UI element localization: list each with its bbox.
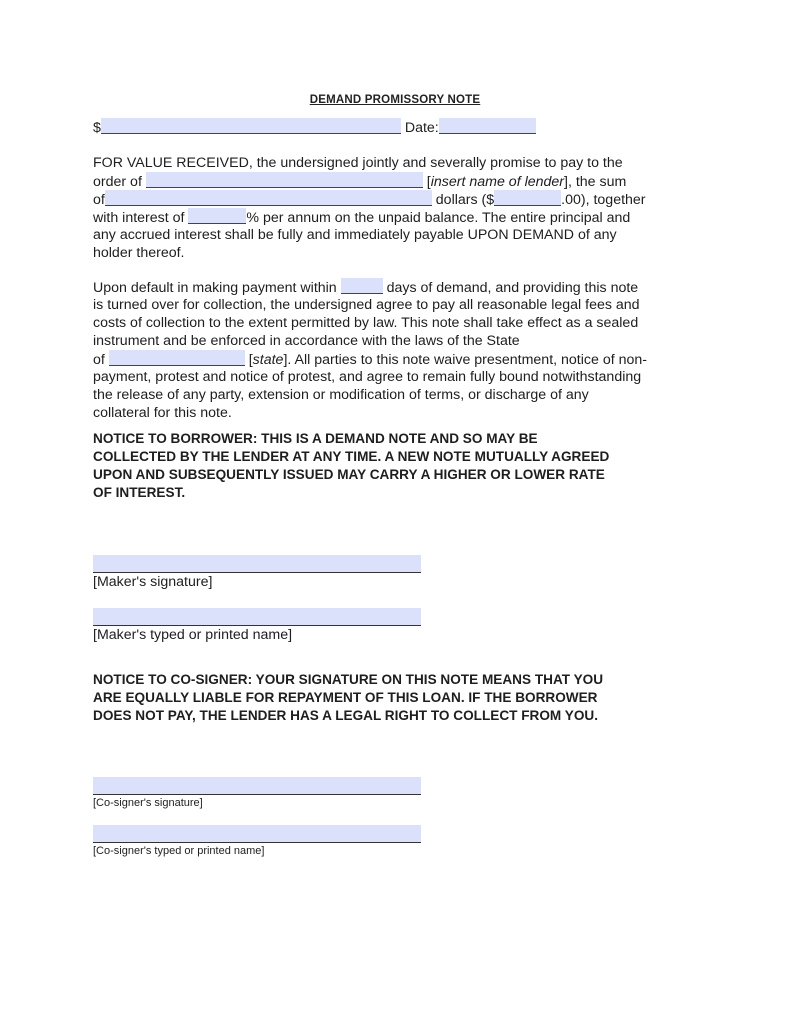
default-days-field[interactable] [341,278,383,294]
lender-hint: insert name of lender [430,174,565,190]
notice-cosigner-line1: NOTICE TO CO-SIGNER: YOUR SIGNATURE ON THIS NOTE MEANS THAT YOU [93,672,604,687]
notice-cosigner-line2: ARE EQUALLY LIABLE FOR REPAYMENT OF THIS LOAN. IF THE BORROWER [93,690,598,705]
notice-borrower-line4: OF INTEREST. [93,485,186,500]
p2-line2: is turned over for collection, the undersigned agree to pay all reasonable legal fees and [93,297,640,313]
state-field[interactable] [109,350,245,366]
cosigner-name-label: [Co-signer's typed or printed name] [93,845,265,857]
p2-line4: instrument and be enforced in accordance with the laws of the State [93,333,520,349]
notice-borrower-line3: UPON AND SUBSEQUENTLY ISSUED MAY CARRY A HIGHER OR LOWER RATE [93,467,605,482]
date-field[interactable] [439,118,536,134]
p1-line1: FOR VALUE RECEIVED, the undersigned jointly and severally promise to pay to the [93,155,623,171]
cosigner-signature-field[interactable] [93,777,421,795]
p2-line1: Upon default in making payment within days of demand, and providing this note [93,280,639,296]
p2-line5: of [state]. All parties to this note waive presentment, notice of non- [93,352,647,368]
cosigner-signature-label: [Co-signer's signature] [93,797,203,809]
maker-name-label: [Maker's typed or printed name] [93,627,293,643]
interest-rate-field[interactable] [188,208,246,224]
notice-cosigner-line3: DOES NOT PAY, THE LENDER HAS A LEGAL RIGHT TO COLLECT FROM YOU. [93,708,599,723]
maker-signature-label: [Maker's signature] [93,574,213,590]
lender-name-field[interactable] [146,172,423,188]
p1-line6: holder thereof. [93,245,185,261]
p1-line5: any accrued interest shall be fully and immediately payable UPON DEMAND of any [93,227,617,243]
date-label: Date: [404,120,439,136]
p2-line3: costs of collection to the extent permitted by law. This note shall take effect as a sealed [93,315,639,331]
p2-line8: collateral for this note. [93,405,232,421]
amount-field[interactable] [101,118,401,134]
p2-line6: payment, protest and notice of protest, and agree to remain fully bound notwithstanding [93,369,642,385]
notice-borrower-line2: COLLECTED BY THE LENDER AT ANY TIME. A NEW NOTE MUTUALLY AGREED [93,449,610,464]
p2-line7: the release of any party, extension or modification of terms, or discharge of any [93,387,589,403]
document-title: DEMAND PROMISSORY NOTE [309,94,481,106]
amount-numeric-field[interactable] [494,190,561,206]
cosigner-name-field[interactable] [93,825,421,843]
dollar-sign: $ [93,120,101,136]
maker-signature-field[interactable] [93,555,421,573]
notice-borrower-line1: NOTICE TO BORROWER: THIS IS A DEMAND NOTE AND SO MAY BE [93,431,538,446]
p1-line4: with interest of % per annum on the unpaid balance. The entire principal and [93,210,631,226]
p1-line2: order of [insert name of lender], the sum [93,174,627,190]
state-hint: state [252,352,284,368]
maker-name-field[interactable] [93,608,421,626]
header-line [93,118,536,137]
amount-words-field[interactable] [105,190,432,206]
p1-line3: of dollars ($ .00), together [93,192,646,208]
